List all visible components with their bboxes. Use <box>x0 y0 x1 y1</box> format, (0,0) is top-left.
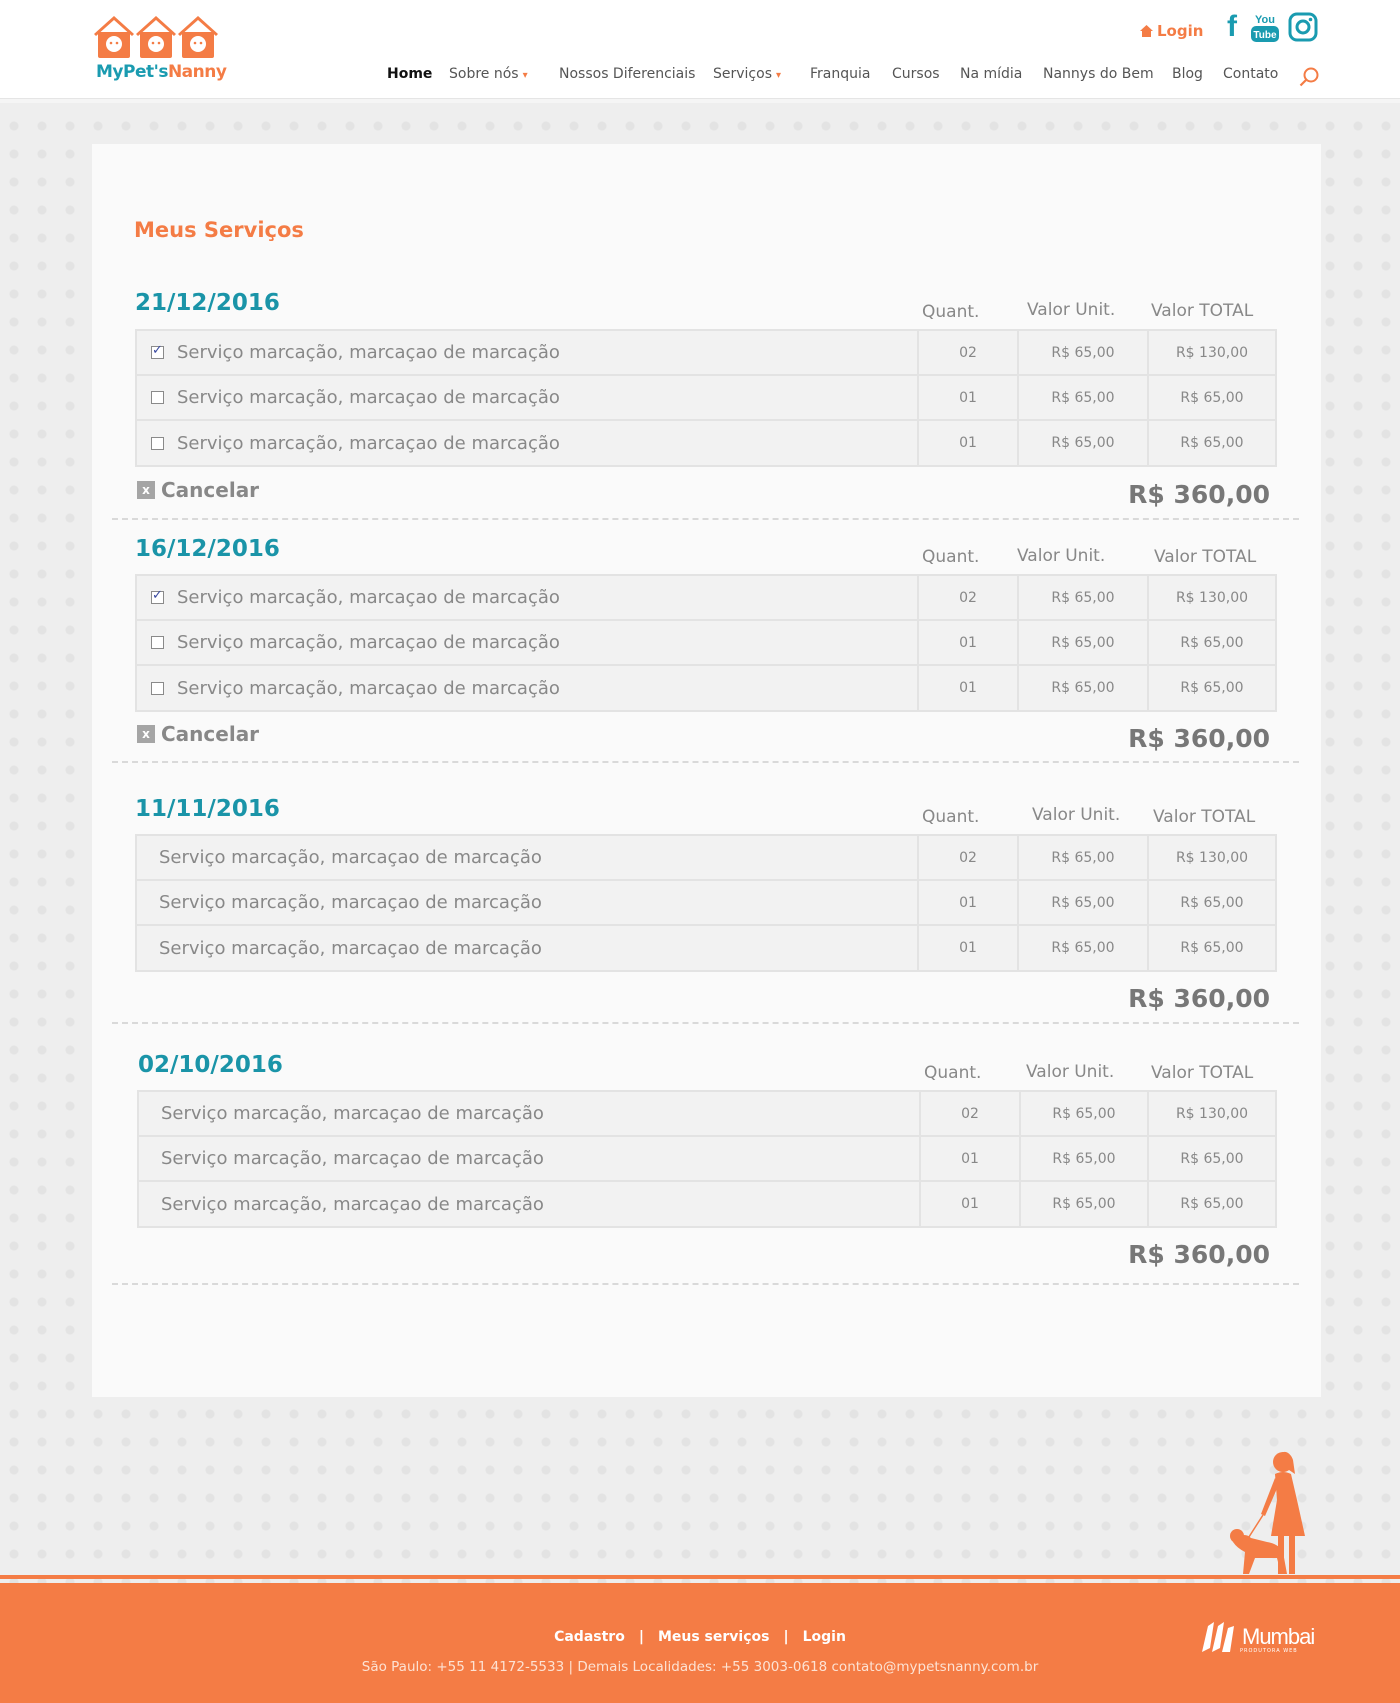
table-row <box>137 421 1275 465</box>
quantity-cell: 01 <box>919 666 1019 710</box>
unit-price-cell: R$ 65,00 <box>1019 836 1149 879</box>
search-icon[interactable] <box>1298 66 1320 88</box>
col-total-header: Valor TOTAL <box>1151 1063 1254 1083</box>
line-total-cell: R$ 130,00 <box>1175 589 1249 606</box>
mumbai-subtitle: PRODUTORA WEB <box>1240 1648 1298 1654</box>
quantity-cell: 02 <box>921 1092 1021 1135</box>
footer-link-meus-servicos[interactable]: Meus serviços <box>657 1629 770 1645</box>
cancel-label: Cancelar <box>161 478 260 502</box>
table-row <box>137 376 1275 421</box>
unit-price-cell: R$ 65,00 <box>1021 1137 1149 1180</box>
nav-nossos-diferenciais[interactable]: Nossos Diferenciais <box>559 66 696 82</box>
service-description: Serviço marcação, marcaçao de marcação <box>177 387 560 408</box>
order-table <box>137 1090 1277 1228</box>
unit-price-cell: R$ 65,00 <box>1019 576 1149 619</box>
table-row <box>137 576 1275 621</box>
unit-price-cell: R$ 65,00 <box>1019 666 1149 710</box>
chevron-down-icon: ▾ <box>776 70 782 81</box>
quantity-cell: 01 <box>919 881 1019 924</box>
order-table <box>135 574 1277 712</box>
footer-link-cadastro[interactable]: Cadastro <box>554 1629 625 1645</box>
mumbai-logo-icon <box>1200 1620 1238 1654</box>
mumbai-wordmark: Mumbai <box>1242 1624 1315 1649</box>
service-checkbox[interactable] <box>151 437 164 450</box>
chevron-down-icon: ▾ <box>522 70 528 81</box>
footer-top-line <box>0 1575 1400 1579</box>
col-quantity-header: Quant. <box>922 547 980 567</box>
service-checkbox[interactable] <box>151 636 164 649</box>
order-table <box>135 329 1277 467</box>
col-total-header: Valor TOTAL <box>1154 547 1257 567</box>
quantity-cell: 01 <box>921 1182 1021 1226</box>
nav-servicos-label: Serviços <box>713 66 772 82</box>
order-date: 02/10/2016 <box>138 1052 283 1078</box>
nav-sobre-nos-label: Sobre nós <box>449 66 519 82</box>
footer-link-login[interactable]: Login <box>802 1629 846 1645</box>
nav-blog[interactable]: Blog <box>1172 66 1203 82</box>
service-checkbox[interactable] <box>151 682 164 695</box>
line-total-cell: R$ 65,00 <box>1180 1150 1244 1167</box>
line-total-cell: R$ 65,00 <box>1180 435 1244 451</box>
footer-contact-info: São Paulo: +55 11 4172-5533 | Demais Localidades: +55 3003-0618 contato@mypetsnanny.com.br <box>361 1659 1039 1675</box>
logo-wordmark-part1: MyPet's <box>96 62 168 82</box>
footer-separator: | <box>783 1629 789 1645</box>
table-row <box>137 836 1275 881</box>
table-row <box>137 926 1275 970</box>
section-divider <box>112 1283 1299 1285</box>
cancel-label: Cancelar <box>161 722 260 746</box>
youtube-icon-line1: You <box>1255 14 1275 26</box>
quantity-cell: 01 <box>919 621 1019 664</box>
order-section <box>112 796 1299 1026</box>
line-total-cell: R$ 130,00 <box>1175 344 1249 361</box>
unit-price-cell: R$ 65,00 <box>1019 881 1149 924</box>
table-row <box>139 1092 1275 1137</box>
table-row <box>139 1182 1275 1226</box>
line-total-cell: R$ 65,00 <box>1180 389 1244 406</box>
service-description: Serviço marcação, marcaçao de marcação <box>177 677 560 699</box>
quantity-cell: 01 <box>919 376 1019 419</box>
service-description: Serviço marcação, marcaçao de marcação <box>177 342 560 363</box>
footer-links <box>0 1629 1400 1645</box>
site-footer <box>0 1583 1400 1703</box>
quantity-cell: 01 <box>919 926 1019 970</box>
header-login-label: Login <box>1157 22 1204 40</box>
quantity-cell: 02 <box>919 576 1019 619</box>
order-table <box>135 834 1277 972</box>
service-cell <box>137 421 919 465</box>
site-header <box>0 0 1400 98</box>
header-divider <box>0 98 1400 103</box>
col-unit-header: Valor Unit. <box>1027 300 1116 320</box>
service-description: Serviço marcação, marcaçao de marcação <box>137 926 919 970</box>
col-unit-header: Valor Unit. <box>1032 805 1121 825</box>
page-title: Meus Serviços <box>134 218 304 242</box>
table-row <box>137 881 1275 926</box>
line-total-cell: R$ 65,00 <box>1180 634 1244 651</box>
nav-sobre-nos[interactable] <box>449 66 528 82</box>
line-total-cell: R$ 65,00 <box>1180 940 1244 956</box>
cancel-button[interactable] <box>137 478 259 502</box>
nav-home[interactable]: Home <box>387 66 433 82</box>
close-icon: x <box>137 725 155 743</box>
nav-franquia[interactable]: Franquia <box>810 66 871 82</box>
line-total-cell: R$ 130,00 <box>1175 849 1249 866</box>
service-cell <box>137 666 919 710</box>
col-total-header: Valor TOTAL <box>1153 807 1256 827</box>
service-cell <box>137 331 919 374</box>
col-quantity-header: Quant. <box>922 302 980 322</box>
service-cell <box>137 376 919 419</box>
quantity-cell: 01 <box>919 421 1019 465</box>
order-total: R$ 360,00 <box>1128 480 1270 509</box>
section-divider <box>112 761 1299 763</box>
service-description: Serviço marcação, marcaçao de marcação <box>177 632 560 653</box>
col-quantity-header: Quant. <box>922 807 980 827</box>
order-total: R$ 360,00 <box>1128 984 1270 1013</box>
order-date: 11/11/2016 <box>135 796 280 822</box>
order-section <box>112 290 1299 522</box>
nav-cursos[interactable]: Cursos <box>892 66 940 82</box>
order-total: R$ 360,00 <box>1128 724 1270 753</box>
nav-na-midia[interactable]: Na mídia <box>960 66 1023 82</box>
table-row <box>137 331 1275 376</box>
section-divider <box>112 518 1299 520</box>
unit-price-cell: R$ 65,00 <box>1021 1092 1149 1135</box>
unit-price-cell: R$ 65,00 <box>1019 621 1149 664</box>
mumbai-credit-logo[interactable] <box>1200 1620 1314 1654</box>
header-login-link[interactable] <box>1140 22 1203 40</box>
service-description: Serviço marcação, marcaçao de marcação <box>177 587 560 608</box>
col-total-header: Valor TOTAL <box>1151 301 1254 321</box>
service-description: Serviço marcação, marcaçao de marcação <box>177 432 560 454</box>
order-date: 21/12/2016 <box>135 290 280 316</box>
footer-separator: | <box>638 1629 644 1645</box>
nav-nannys-do-bem[interactable]: Nannys do Bem <box>1043 66 1154 82</box>
line-total-cell: R$ 65,00 <box>1180 680 1244 696</box>
youtube-icon[interactable] <box>1250 12 1280 44</box>
order-section <box>112 536 1299 766</box>
unit-price-cell: R$ 65,00 <box>1019 376 1149 419</box>
nav-contato[interactable]: Contato <box>1223 66 1279 82</box>
service-cell <box>137 576 919 619</box>
quantity-cell: 02 <box>919 331 1019 374</box>
facebook-icon[interactable]: f <box>1227 10 1237 43</box>
service-checkbox[interactable] <box>151 591 164 604</box>
unit-price-cell: R$ 65,00 <box>1019 331 1149 374</box>
service-description: Serviço marcação, marcaçao de marcação <box>139 1182 921 1226</box>
cancel-button[interactable] <box>137 722 259 746</box>
line-total-cell: R$ 65,00 <box>1180 1196 1244 1212</box>
table-row <box>139 1137 1275 1182</box>
home-icon <box>1140 25 1153 37</box>
col-unit-header: Valor Unit. <box>1017 546 1106 566</box>
quantity-cell: 02 <box>919 836 1019 879</box>
unit-price-cell: R$ 65,00 <box>1021 1182 1149 1226</box>
quantity-cell: 01 <box>921 1137 1021 1180</box>
order-total: R$ 360,00 <box>1128 1240 1270 1269</box>
service-description: Serviço marcação, marcaçao de marcação <box>139 1137 921 1180</box>
service-description: Serviço marcação, marcaçao de marcação <box>137 881 919 924</box>
order-section <box>112 1052 1299 1288</box>
service-checkbox[interactable] <box>151 346 164 359</box>
unit-price-cell: R$ 65,00 <box>1019 926 1149 970</box>
service-checkbox[interactable] <box>151 391 164 404</box>
line-total-cell: R$ 65,00 <box>1180 894 1244 911</box>
table-row <box>137 666 1275 710</box>
col-unit-header: Valor Unit. <box>1026 1062 1115 1082</box>
instagram-icon[interactable] <box>1288 12 1318 42</box>
service-description: Serviço marcação, marcaçao de marcação <box>137 836 919 879</box>
line-total-cell: R$ 130,00 <box>1175 1105 1249 1122</box>
logo-wordmark[interactable] <box>96 62 226 82</box>
unit-price-cell: R$ 65,00 <box>1019 421 1149 465</box>
youtube-icon-line2: Tube <box>1253 30 1277 41</box>
nav-servicos[interactable] <box>713 66 781 82</box>
nanny-walking-dog-icon <box>1225 1448 1317 1580</box>
section-divider <box>112 1022 1299 1024</box>
order-date: 16/12/2016 <box>135 536 280 562</box>
service-description: Serviço marcação, marcaçao de marcação <box>139 1092 921 1135</box>
service-cell <box>137 621 919 664</box>
close-icon: x <box>137 481 155 499</box>
col-quantity-header: Quant. <box>924 1063 982 1083</box>
logo-wordmark-part2: Nanny <box>167 62 227 82</box>
table-row <box>137 621 1275 666</box>
